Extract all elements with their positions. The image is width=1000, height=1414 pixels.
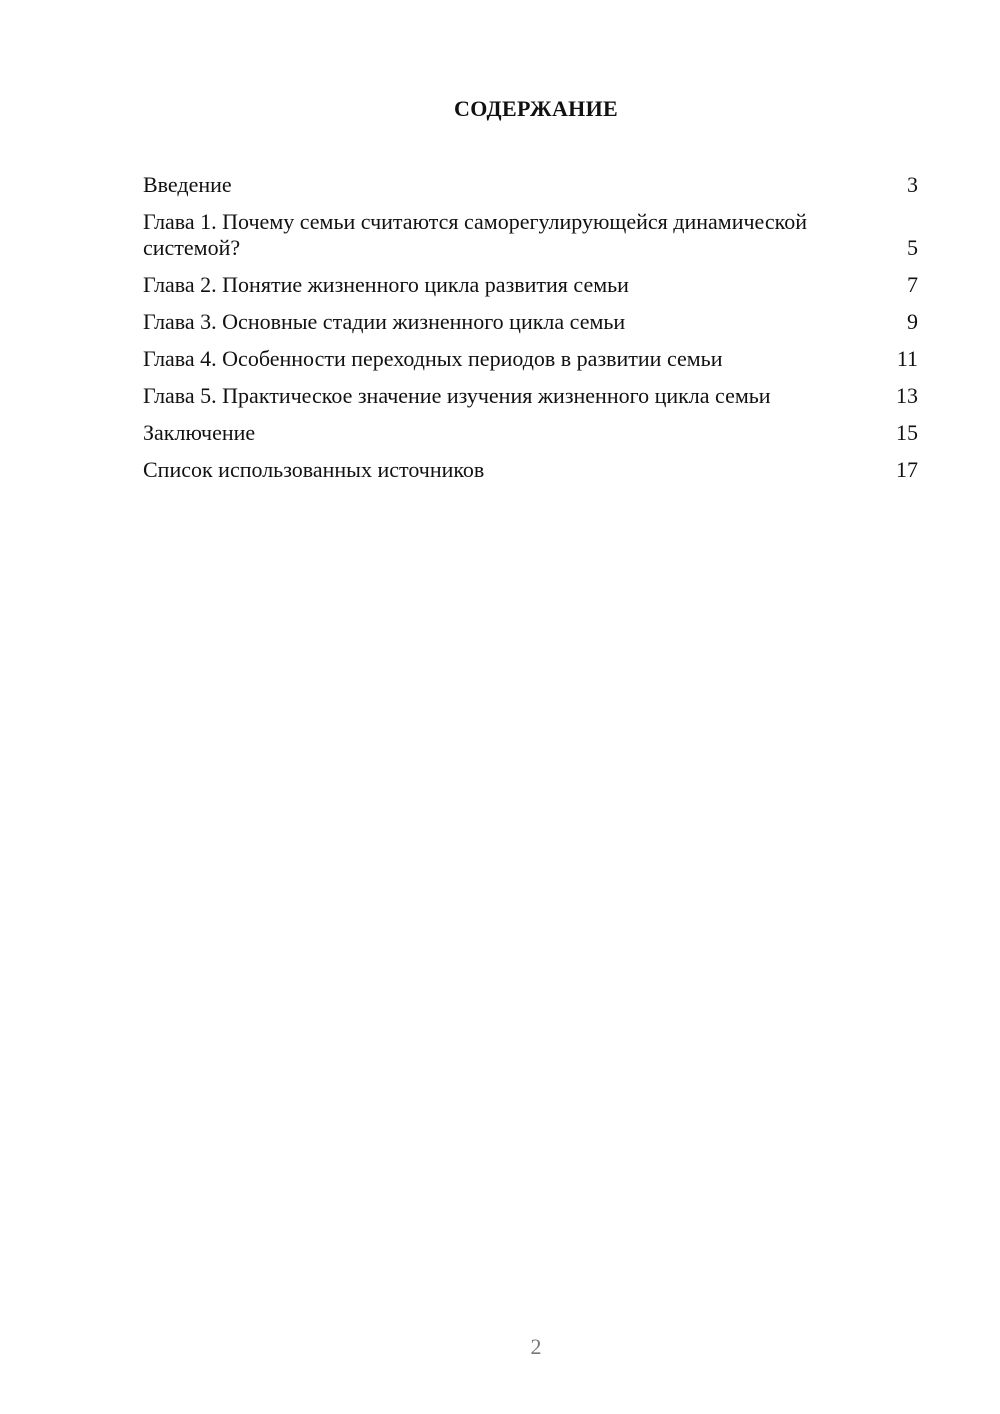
toc-entry-page: 17 [896,457,918,482]
toc-entry-page: 15 [896,420,918,445]
toc-entry-conclusion [143,420,918,446]
toc-entry-chapter-4 [143,346,918,372]
toc-entry-page: 5 [907,235,918,260]
toc-title: СОДЕРЖАНИЕ [454,96,618,121]
toc-entry-references [143,457,918,483]
toc-entry-chapter-2 [143,272,918,298]
toc-entry-text: Глава 5. Практическое значение изучения жизненного цикла семьи [143,383,771,408]
toc-entry-page: 7 [907,272,918,297]
toc-entry-text: Глава 3. Основные стадии жизненного цикла семьи [143,309,626,334]
table-of-contents [143,172,918,494]
toc-entry-chapter-3 [143,309,918,335]
toc-entry-text: Глава 4. Особенности переходных периодов в развитии семьи [143,346,723,371]
toc-entry-text: Глава 1. Почему семьи считаются саморегулирующейся динамической системой? [143,209,807,260]
toc-entry-chapter-1 [143,209,918,261]
toc-entry-page: 11 [896,346,918,371]
toc-entry-text: Введение [143,172,232,197]
toc-entry-page: 9 [907,309,918,334]
page-number: 2 [530,1334,542,1359]
toc-entry-page: 3 [907,172,918,197]
toc-entry-text: Список использованных источников [143,457,485,482]
toc-entry-chapter-5 [143,383,918,409]
toc-entry-text: Глава 2. Понятие жизненного цикла развития семьи [143,272,629,297]
toc-entry-page: 13 [896,383,918,408]
toc-entry-text: Заключение [143,420,256,445]
toc-entry-introduction [143,172,918,198]
